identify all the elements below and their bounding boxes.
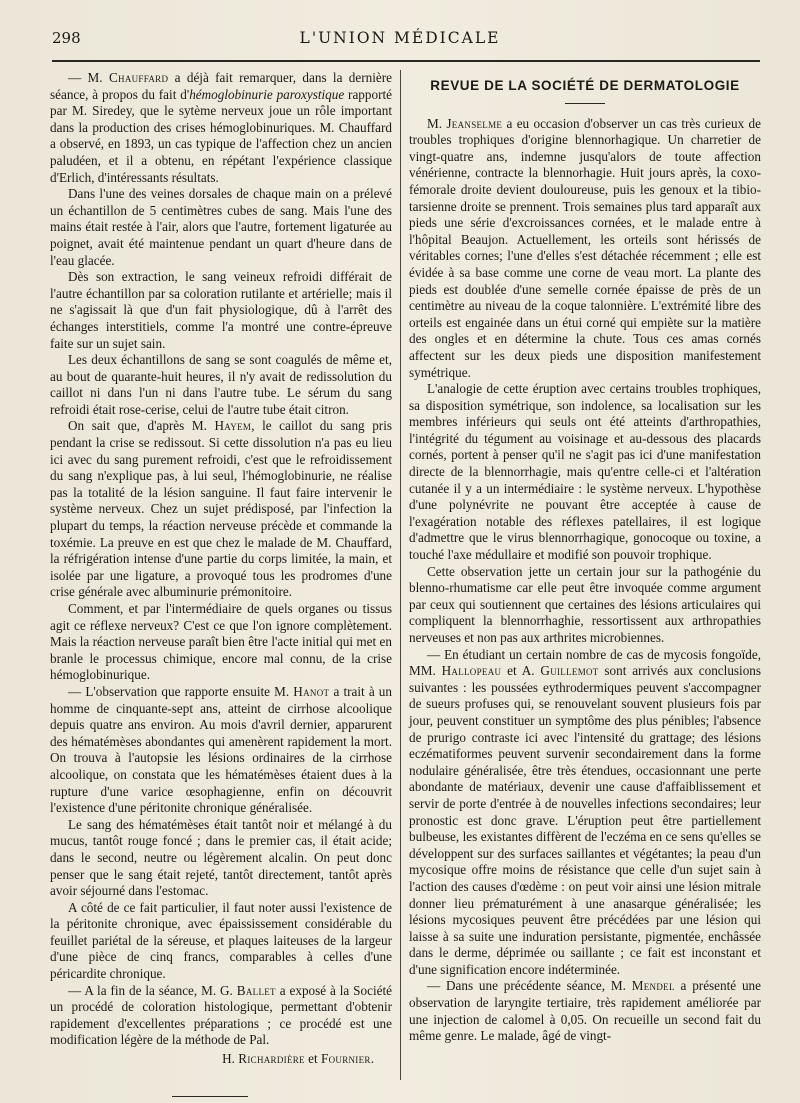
paragraph: Les deux échantillons de sang se sont coagulés de même et, au bout de quarante-huit heures, il n'y avait de redissolution du caillot ni dans l'un ni dans l'autre tube. Le sérum du sang refroidi était rose-cerise, celui de l'autre tube était citron. <box>50 352 392 417</box>
text-run: — En étudiant un certain nombre de cas de mycosis fongoïde, MM. <box>409 646 761 679</box>
author-name: Jeanselme <box>446 115 503 131</box>
left-column <box>50 70 392 1097</box>
text-run: — L'observation que rapporte ensuite M. <box>68 683 294 699</box>
heading-rule <box>565 103 605 104</box>
article-end-rule <box>172 1096 248 1097</box>
author-name: Guillemot <box>540 663 599 679</box>
page-header <box>52 29 748 51</box>
article-signature <box>50 1051 392 1068</box>
italic-term: hémoglobinurie paroxystique <box>189 86 345 102</box>
text-run: et A. <box>501 663 541 679</box>
paragraph-hallopeau <box>409 647 761 979</box>
text-run: . <box>370 1051 374 1067</box>
text-run: a déjà fait remarquer, dans la dernière séance, à propos du fait d' <box>50 70 392 102</box>
paragraph-mendel <box>409 978 761 1044</box>
section-heading: REVUE DE LA SOCIÉTÉ DE DERMATOLOGIE <box>430 78 740 93</box>
paragraph-jeanselme <box>409 116 761 382</box>
paragraph: Comment, et par l'intermédiaire de quels organes ou tissus agit ce réflexe nerveux? C'est ce que l'on ignore complètement. Mais la réaction nerveuse paraît bien être l'acte initial qui met en branle le processus chimique, encore mal connu, de la crise hémoglobinurique. <box>50 601 392 683</box>
paragraph: Le sang des hématémèses était tantôt noir et mélangé à du mucus, tantôt rouge foncé ; dans le premier cas, il était acide; dans le second, neutre ou légèrement alcalin. On peut donc penser que le sang était rejeté, tantôt directement, tantôt après avoir séjourné dans l'estomac. <box>50 816 392 899</box>
author-name: Chauffard <box>108 70 169 85</box>
paragraph-ballet <box>50 983 392 1049</box>
text-run: — Dans une précédente séance, M. <box>427 978 632 994</box>
paragraph: Cette observation jette un certain jour sur la pathogénie du blenno-rhumatisme car elle peut être invoquée comme argument par ceux qui soutiennent que certaines des lésions articulaires qui compliquent la blennorrhaghie, ressortissent aux arthropathies nerveuses et non pas aux arthrites microbiennes. <box>409 563 761 645</box>
paragraph-hayem <box>50 418 392 601</box>
text-run: — M. <box>68 70 109 85</box>
text-run: et <box>304 1051 321 1067</box>
paragraph: A côté de ce fait particulier, il faut noter aussi l'existence de la péritonite chronique, avec épaississement considérable du feuillet pariétal de la séreuse, et plaques laiteuses de la largeur d'une pièce de cinq francs, comparables à celles d'une péricardite chronique. <box>50 899 392 982</box>
text-run: a eu occasion d'observer un cas très curieux de troubles trophiques d'origine blennorhagique. Un charretier de vingt-quatre ans, indemne jusqu'alors de toute affection vénérienne, contracte la blennorhagie. Huit jours après, la coxo-fémorale droite devient douloureuse, puis les genoux et la tibio-tarsienne droite se prennent. Trois semaines plus tard apparaît aux pieds une série d'excroissances cornées, et le malade entre à l'hôpital Beaujon. Actuellement, les orteils sont hérissés de véritables cornes; l'une d'elles s'est détachée récemment ; elle est évidée à sa base comme une corne de veau mort. La plante des pieds est doublée d'une semelle cornée épaisse de près de un centimètre au niveau de la coque talonnière. L'extrémité libre des orteils est engainée dans un étui corné qui empiète sur la matière des ongles et en détermine la chute. Tous ces amas cornés affectent sur les deux pieds une disposition manifestement symétrique. <box>409 115 761 380</box>
header-rule <box>52 60 760 62</box>
author-name: Fournier <box>320 1051 371 1067</box>
text-run: H. <box>222 1051 239 1067</box>
text-run: M. <box>427 115 447 131</box>
right-column <box>409 78 761 1045</box>
author-name: Hallopeau <box>441 663 502 679</box>
author-name: Richardière <box>238 1051 305 1067</box>
author-name: Hayem <box>214 418 252 434</box>
paragraph: Dès son extraction, le sang veineux refroidi différait de l'autre échantillon par sa coloration rutilante et artérielle; mais il ne s'agissait là que d'un fait physiologique, dû à l'arrêt des échanges interstitiels, comme l'a montré une contre-épreuve faite sur un sujet sain. <box>50 269 392 351</box>
text-run: , le caillot du sang pris pendant la crise se redissout. Si cette dissolution n'a pas eu lieu ici avec du sang purement refroidi, c'est que le refroidissement du sang n'explique pas, à lui seul, l'hémoglobinurie, ne réalise pas la totalité de la lésion sanguine. Il faut faire intervenir le système nerveux. Chez un sujet prédisposé, par l'infection la plupart du temps, la réaction nerveuse précède et commande la toxémie. La preuve en est que chez le malade de M. Chauffard, la réfrigération intense d'une partie du corps limitée, la main, et isolée par une ligature, a provoqué tous les prodromes d'une crise générale avec albuminurie prémonitoire. <box>50 418 392 600</box>
paragraph-hanot <box>50 684 392 817</box>
text-run: a trait à un homme de cinquante-sept ans, atteint de cirrhose alcoolique depuis quatre ans environ. Au mois d'avril dernier, apparurent des hématémèses abondantes qui amenèrent rapidement la mort. On trouva à l'autopsie les lésions ordinaires de la cirrhose alcoolique, on constata que les hématémèses étaient dues à la rupture d'une varice œsophagienne, enfin on découvrit l'existence d'une péritonite chronique généralisée. <box>50 683 392 816</box>
author-name: Hanot <box>293 683 330 699</box>
text-run: rapporté par M. Siredey, que le sytème nerveux joue un rôle important dans la production des crises hémoglobinuriques. M. Chauffard a observé, en 1893, un cas typique de l'affection chez un ancien paludéen, et il a obtenu, en répétant l'expérience classique d'Erlich, d'intéressants résultats. <box>50 86 392 185</box>
text-run: a présenté une observation de laryngite tertiaire, très rapidement améliorée par une injection de calomel à 0,05. On recueille un second fait du même genre. Le malade, âgé de vingt- <box>409 978 761 1044</box>
text-run: On sait que, d'après M. <box>68 418 215 434</box>
journal-title: L'UNION MÉDICALE <box>299 29 501 47</box>
author-name: Ballet <box>236 982 276 998</box>
paragraph-chauffard <box>50 70 392 186</box>
page-number: 298 <box>52 29 81 47</box>
text-run: sont arrivés aux conclusions suivantes : les poussées eythrodermiques peuvent s'accompagner de sueurs profuses qui, se renouvelant souvent plusieurs fois par jour, peuvent constituer un symptôme des plus pénibles; l'absence de prurigo contraste ici avec l'intensité du grattage; des lésions eczématiformes peuvent survenir secondairement dans la forme nodulaire généralisée, être très étendues, occasionnant une perte abondante de matériaux, devenir une cause d'affaiblissement et servir de porte d'entrée à de nouvelles infections secondaires; leur pronostic est donc grave. L'éruption peut être partiellement bulbeuse, les existantes diffèrent de l'eczéma en ce sens qu'elles se développent sur des surfaces saillantes et végétantes; la peau d'un mycosique offre moins de résistance que celle d'un sujet sain à l'action des causes d'œdème : on peut voir ainsi une lésion mitrale donner lieu prématurément à une anasarque généralisée; les lésions mycosiques peuvent être précédées par une lésion qui laisse à sa suite une induration persistante, pigmentée, enchâssée dans le derme, déprimée ou saillante ; ce fait est inconstant et d'une signification encore indéterminée. <box>409 663 762 977</box>
text-run: — A la fin de la séance, M. G. <box>68 982 237 998</box>
paragraph: Dans l'une des veines dorsales de chaque main on a prélevé un échantillon de 5 centimètres cubes de sang. Mais l'une des mains était restée à l'air, alors que l'autre, fortement ligaturée au poignet, avait été maintenue pendant un quart d'heure dans de l'eau glacée. <box>50 186 392 268</box>
column-divider <box>400 70 401 1080</box>
author-name: Mendel <box>631 978 675 994</box>
text-run: a exposé à la Société un procédé de coloration histologique, permettant d'obtenir rapidement d'excellentes préparations ; ce procédé est une modification légère de la méthode de Pal. <box>50 982 392 1048</box>
paragraph: L'analogie de cette éruption avec certains troubles trophiques, sa disposition symétrique, son indolence, sa localisation sur les membres inférieurs qui seuls ont été atteints d'arthropathies, l'intégrité du tégument au voisinage et au-dessous des placards cornés, portent à penser qu'il ne s'agit pas ici d'une manifestation directe de la blennorrhagie, mais qu'entre celle-ci et l'altération cutanée il y a un intermédiaire : le système nerveux. L'hypothèse d'une polynévrite ne pouvant être acceptée à cause de l'exagération notable des réflexes patellaires, il est logique d'admettre que le virus blennorrhagique, gonocoque ou toxine, a touché l'axe médullaire et modifié son pouvoir trophique. <box>409 381 761 563</box>
